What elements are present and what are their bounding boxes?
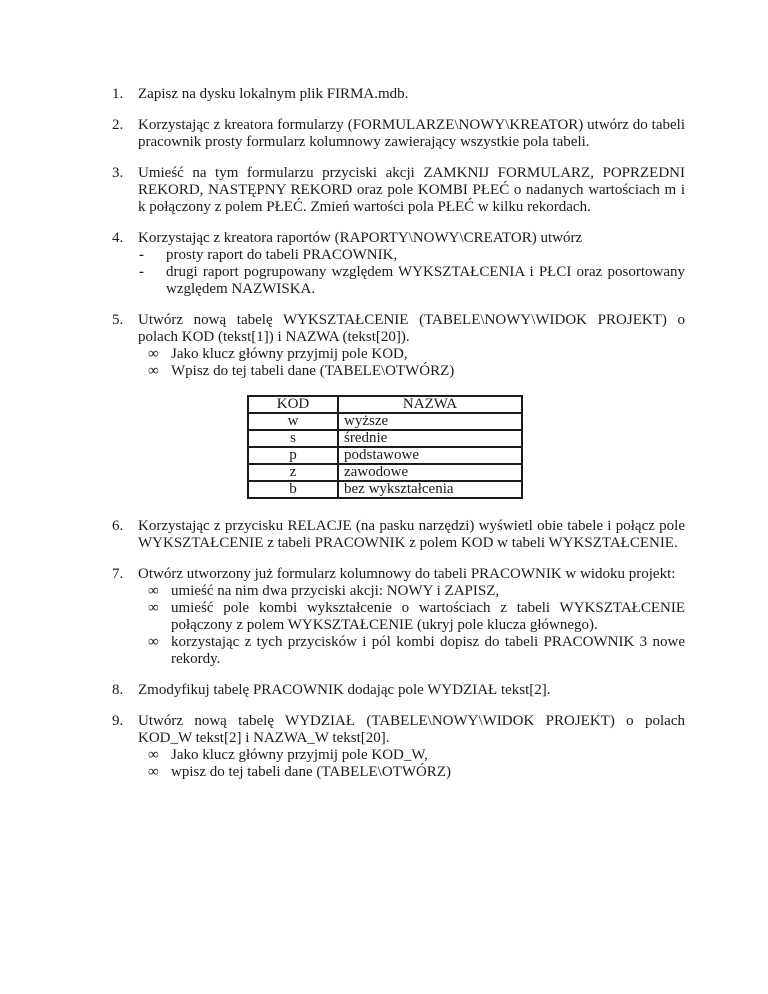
- sub-list: [138, 346, 685, 380]
- sub-item-text: wpisz do tej tabeli dane (TABELE\OTWÓRZ): [171, 764, 451, 780]
- item-number: 5.: [112, 312, 124, 328]
- item-text: Umieść na tym formularzu przyciski akcji ZAMKNIJ FORMULARZ, POPRZEDNI REKORD, NASTĘPNY REKORD oraz pole KOMBI PŁEĆ o nadanych wartościach m i k połączony z polem PŁEĆ. Zmień wartości pola PŁEĆ w kilku rekordach.: [138, 165, 685, 215]
- item-body: [138, 230, 685, 298]
- sub-item: [148, 346, 685, 363]
- sub-item: [148, 747, 685, 764]
- item-text: Zmodyfikuj tabelę PRACOWNIK dodając pole WYDZIAŁ tekst[2].: [138, 682, 551, 698]
- dash-bullet: -: [139, 247, 144, 263]
- item-number: 1.: [112, 86, 124, 102]
- table-cell-nazwa: zawodowe: [338, 464, 522, 481]
- sub-item-text: drugi raport pogrupowany względem WYKSZTAŁCENIA i PŁCI oraz posortowany względem NAZWISKA.: [166, 264, 685, 297]
- task-item-3: [112, 165, 685, 216]
- task-item-2: [112, 117, 685, 151]
- sub-item-text: umieść na nim dwa przyciski akcji: NOWY i ZAPISZ,: [171, 583, 500, 599]
- table-header-row: [248, 396, 522, 413]
- item-number: 9.: [112, 713, 124, 729]
- item-number: 2.: [112, 117, 124, 133]
- table-row: [248, 464, 522, 481]
- sub-item: [148, 363, 685, 380]
- dash-bullet: -: [139, 264, 144, 280]
- item-body: [138, 312, 685, 504]
- sub-list: [138, 747, 685, 781]
- item-text: Zapisz na dysku lokalnym plik FIRMA.mdb.: [138, 86, 409, 102]
- task-item-8: [112, 682, 685, 699]
- table-cell-nazwa: wyższe: [338, 413, 522, 430]
- table-cell-kod: z: [248, 464, 338, 481]
- item-number: 3.: [112, 165, 124, 181]
- item-body: [138, 117, 685, 151]
- table-row: [248, 447, 522, 464]
- sub-item-text: Jako klucz główny przyjmij pole KOD_W,: [171, 747, 428, 763]
- item-text: Korzystając z kreatora raportów (RAPORTY\NOWY\CREATOR) utwórz: [138, 230, 583, 246]
- infinity-bullet: ∞: [148, 747, 159, 763]
- sub-list: [138, 583, 685, 668]
- sub-item-text: Jako klucz główny przyjmij pole KOD,: [171, 346, 408, 362]
- item-text: Korzystając z kreatora formularzy (FORMULARZE\NOWY\KREATOR) utwórz do tabeli pracownik prosty formularz kolumnowy zawierający wszystkie pola tabeli.: [138, 117, 685, 150]
- item-body: [138, 713, 685, 781]
- sub-item: [138, 247, 685, 264]
- item-number: 6.: [112, 518, 124, 534]
- task-item-6: [112, 518, 685, 552]
- task-item-7: [112, 566, 685, 668]
- infinity-bullet: ∞: [148, 346, 159, 362]
- infinity-bullet: ∞: [148, 764, 159, 780]
- item-text: Korzystając z przycisku RELACJE (na pasku narzędzi) wyświetl obie tabele i połącz pole WYKSZTAŁCENIE z tabeli PRACOWNIK z polem KOD w tabeli WYKSZTAŁCENIE.: [138, 518, 685, 551]
- task-item-4: [112, 230, 685, 298]
- table-cell-kod: b: [248, 481, 338, 498]
- table-cell-nazwa: bez wykształcenia: [338, 481, 522, 498]
- item-number: 4.: [112, 230, 124, 246]
- item-text: Utwórz nową tabelę WYKSZTAŁCENIE (TABELE\NOWY\WIDOK PROJEKT) o polach KOD (tekst[1]) i NAZWA (tekst[20]).: [138, 312, 685, 345]
- table-cell-nazwa: średnie: [338, 430, 522, 447]
- sub-item: [148, 764, 685, 781]
- table-cell-nazwa: podstawowe: [338, 447, 522, 464]
- item-body: [138, 86, 685, 103]
- item-number: 8.: [112, 682, 124, 698]
- infinity-bullet: ∞: [148, 600, 159, 616]
- sub-item: [138, 264, 685, 298]
- sub-item-text: Wpisz do tej tabeli dane (TABELE\OTWÓRZ): [171, 363, 455, 379]
- table-header-nazwa: NAZWA: [338, 396, 522, 413]
- item-body: [138, 518, 685, 552]
- table-row: [248, 413, 522, 430]
- table-row: [248, 481, 522, 498]
- sub-item: [148, 583, 685, 600]
- item-number: 7.: [112, 566, 124, 582]
- sub-item-text: korzystając z tych przycisków i pól kombi dopisz do tabeli PRACOWNIK 3 nowe rekordy.: [171, 634, 685, 667]
- task-item-1: [112, 86, 685, 103]
- infinity-bullet: ∞: [148, 583, 159, 599]
- item-text: Utwórz nową tabelę WYDZIAŁ (TABELE\NOWY\WIDOK PROJEKT) o polach KOD_W tekst[2] i NAZWA_W tekst[20].: [138, 713, 685, 746]
- sub-item-text: umieść pole kombi wykształcenie o wartościach z tabeli WYKSZTAŁCENIE połączony z polem WYKSZTAŁCENIE (ukryj pole klucza głównego).: [171, 600, 685, 633]
- task-item-9: [112, 713, 685, 781]
- table-header-kod: KOD: [248, 396, 338, 413]
- item-text: Otwórz utworzony już formularz kolumnowy do tabeli PRACOWNIK w widoku projekt:: [138, 566, 676, 582]
- sub-item-text: prosty raport do tabeli PRACOWNIK,: [166, 247, 398, 263]
- infinity-bullet: ∞: [148, 634, 159, 650]
- table-cell-kod: w: [248, 413, 338, 430]
- item-body: [138, 566, 685, 668]
- item-body: [138, 165, 685, 216]
- table-cell-kod: p: [248, 447, 338, 464]
- wyksztalcenie-table: [247, 395, 523, 499]
- infinity-bullet: ∞: [148, 363, 159, 379]
- sub-list: [138, 247, 685, 298]
- task-item-5: [112, 312, 685, 504]
- sub-item: [148, 634, 685, 668]
- sub-item: [148, 600, 685, 634]
- table-cell-kod: s: [248, 430, 338, 447]
- item-body: [138, 682, 685, 699]
- table-row: [248, 430, 522, 447]
